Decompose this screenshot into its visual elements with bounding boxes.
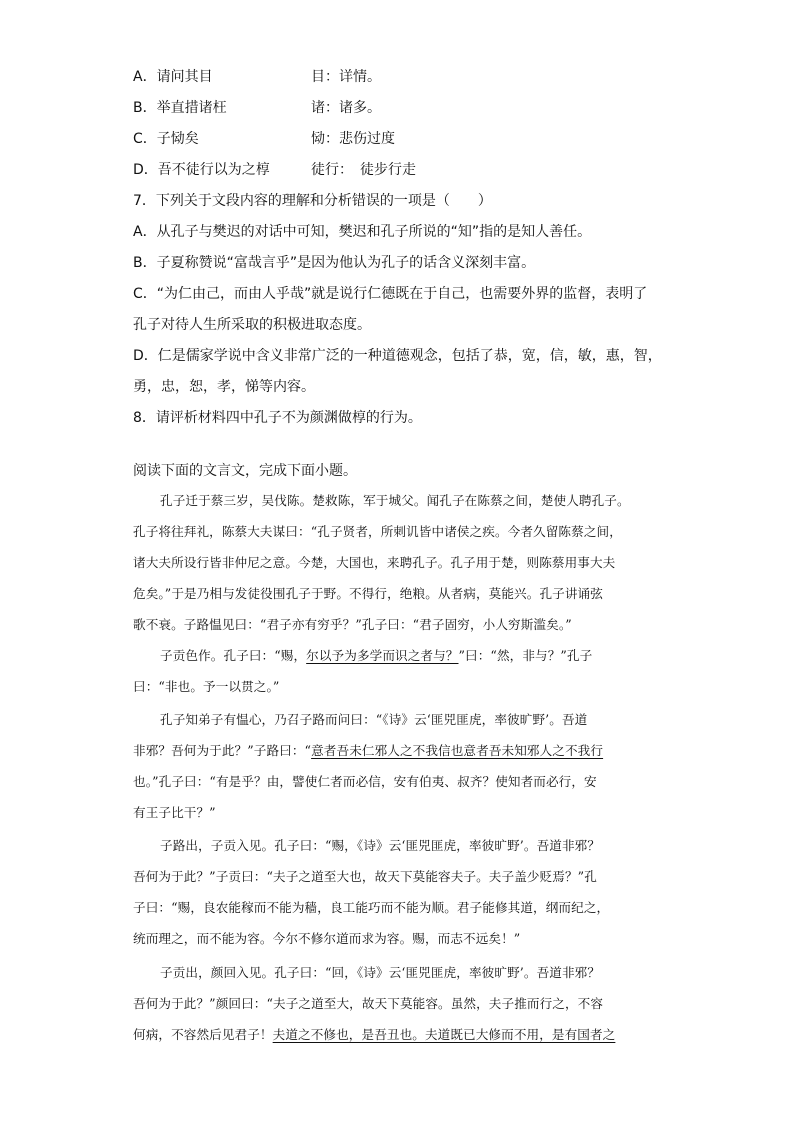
passage-line: 吾何为于此？”颜回曰：“夫子之道至大，故天下莫能容。虽然，夫子推而行之，不容 bbox=[133, 996, 604, 1011]
passage-line: 孔子将往拜礼，陈蔡大夫谋曰：“孔子贤者，所刺讥皆中诸侯之疾。今者久留陈蔡之间， bbox=[133, 524, 622, 539]
passage-line: 统而理之，而不能为容。今尔不修尔道而求为容。赐，而志不远矣！” bbox=[133, 931, 521, 946]
passage-text: 何病，不容然后见君子！ bbox=[133, 1027, 273, 1042]
passage-line: 歌不衰。子路愠见曰：“君子亦有穷乎？”孔子曰：“君子固穷，小人穷斯滥矣。” bbox=[133, 617, 572, 632]
q7-option-b: B．子夏称赞说“富哉言乎”是因为他认为孔子的话含义深刻丰富。 bbox=[133, 255, 536, 271]
reading-instruction: 阅读下面的文言文，完成下面小题。 bbox=[133, 463, 357, 479]
q7-option-c-line2: 孔子对待人生所采取的积极进取态度。 bbox=[133, 317, 371, 333]
option-gloss: 诸：诸多。 bbox=[311, 100, 381, 116]
option-word: A．请问其目 bbox=[133, 69, 213, 85]
option-word: D．吾不徒行以为之椁 bbox=[133, 162, 270, 178]
passage-line: 子曰：“赐，良农能稼而不能为穑，良工能巧而不能为顺。君子能修其道，纲而纪之， bbox=[133, 900, 610, 915]
passage-line: 孔子知弟子有愠心，乃召子路而问曰：“《诗》云‘匪兕匪虎，率彼旷野’。吾道 bbox=[160, 712, 588, 727]
underlined-sentence: 尔以予为多学而识之者与？ bbox=[306, 648, 459, 663]
q7-option-d-line1: D．仁是儒家学说中含义非常广泛的一种道德观念，包括了恭，宽，信，敏，惠，智， bbox=[133, 348, 662, 364]
passage-line: 有王子比干？” bbox=[133, 805, 216, 820]
passage-text: 非邪？吾何为于此？”子路曰：“ bbox=[133, 743, 312, 758]
option-word: C．子恸矣 bbox=[133, 131, 199, 147]
q8-stem: 8．请评析材料四中孔子不为颜渊做椁的行为。 bbox=[133, 410, 422, 426]
passage-text: 子贡色作。孔子曰：“赐， bbox=[160, 648, 307, 663]
passage-line: 曰：“非也。予一以贯之。” bbox=[133, 679, 280, 694]
q7-stem: 7．下列关于文段内容的理解和分析错误的一项是（ ） bbox=[133, 193, 492, 209]
q7-option-d-line2: 勇，忠，恕，孝，悌等内容。 bbox=[133, 379, 315, 395]
option-gloss: 徒行： 徒步行走 bbox=[311, 162, 416, 178]
option-gloss: 恸：悲伤过度 bbox=[311, 131, 395, 147]
passage-line: 也。”孔子曰：“有是乎？由，譬使仁者而必信，安有伯夷、叔齐？使知者而必行，安 bbox=[133, 774, 597, 789]
passage-line: 吾何为于此？”子贡曰：“夫子之道至大也，故天下莫能容夫子。夫子盖少贬焉？”孔 bbox=[133, 869, 597, 884]
passage-line: 子贡出，颜回入见。孔子曰：“回，《诗》云‘匪兕匪虎，率彼旷野’。吾道非邪？ bbox=[160, 965, 601, 980]
passage-text: ”曰：“然，非与？”孔子 bbox=[458, 648, 593, 663]
passage-line: 诸大夫所设行皆非仲尼之意。今楚，大国也，来聘孔子。孔子用于楚，则陈蔡用事大夫 bbox=[133, 555, 616, 570]
q7-option-c-line1: C．“为仁由己，而由人乎哉”就是说行仁德既在于自己，也需要外界的监督，表明了 bbox=[133, 286, 648, 302]
q7-option-a: A．从孔子与樊迟的对话中可知，樊迟和孔子所说的“知”指的是知人善任。 bbox=[133, 224, 592, 240]
underlined-sentence: 夫道之不修也，是吾丑也。夫道既已大修而不用，是有国者之 bbox=[272, 1027, 616, 1042]
underlined-sentence: 意者吾未仁邪人之不我信也意者吾未知邪人之不我行 bbox=[311, 743, 604, 758]
passage-line bbox=[133, 741, 603, 761]
passage-line: 子路出，子贡入见。孔子曰：“赐，《诗》云‘匪兕匪虎，率彼旷野’。吾道非邪？ bbox=[160, 838, 601, 853]
passage-line bbox=[133, 1025, 615, 1045]
passage-line bbox=[160, 646, 592, 666]
option-gloss: 目：详情。 bbox=[311, 69, 381, 85]
option-word: B．举直措诸枉 bbox=[133, 100, 227, 116]
passage-line: 孔子迁于蔡三岁，吴伐陈。楚救陈，军于城父。闻孔子在陈蔡之间，楚使人聘孔子。 bbox=[160, 493, 630, 508]
passage-line: 危矣。”于是乃相与发徒役围孔子于野。不得行，绝粮。从者病，莫能兴。孔子讲诵弦 bbox=[133, 586, 603, 601]
